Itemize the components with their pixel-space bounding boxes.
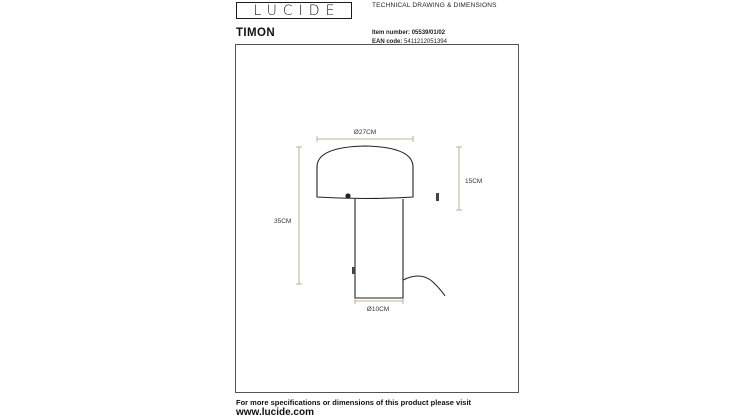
dimension-lines <box>296 136 462 304</box>
label-base-diameter: Ø10CM <box>366 306 390 313</box>
switch-knob <box>345 193 350 198</box>
lucide-logo <box>236 2 352 19</box>
item-number-row <box>372 29 447 38</box>
power-cord <box>403 276 445 296</box>
label-shade-height: 15CM <box>465 178 483 185</box>
ean-value: 5411212051394 <box>404 38 447 45</box>
lamp-body <box>355 199 403 298</box>
side-fixture <box>436 193 439 201</box>
document-type: TECHNICAL DRAWING & DIMENSIONS <box>372 2 497 9</box>
item-number-value: 05539/01/02 <box>411 30 446 36</box>
label-shade-diameter: Ø27CM <box>353 129 377 136</box>
footer-note: For more specifications or dimensions of this product please visit <box>236 398 472 407</box>
product-name: TIMON <box>236 27 276 39</box>
label-total-height: 35CM <box>274 218 292 225</box>
footer-url[interactable]: www.lucide.com <box>236 407 314 418</box>
logo-text: LUCIDE <box>253 2 341 19</box>
lamp-outline <box>317 146 445 298</box>
technical-drawing <box>235 44 519 393</box>
ean-label: EAN code: <box>372 38 403 45</box>
lamp-shade <box>317 146 413 199</box>
cord-outlet <box>352 267 355 274</box>
item-number-label: Item number: <box>372 30 411 36</box>
